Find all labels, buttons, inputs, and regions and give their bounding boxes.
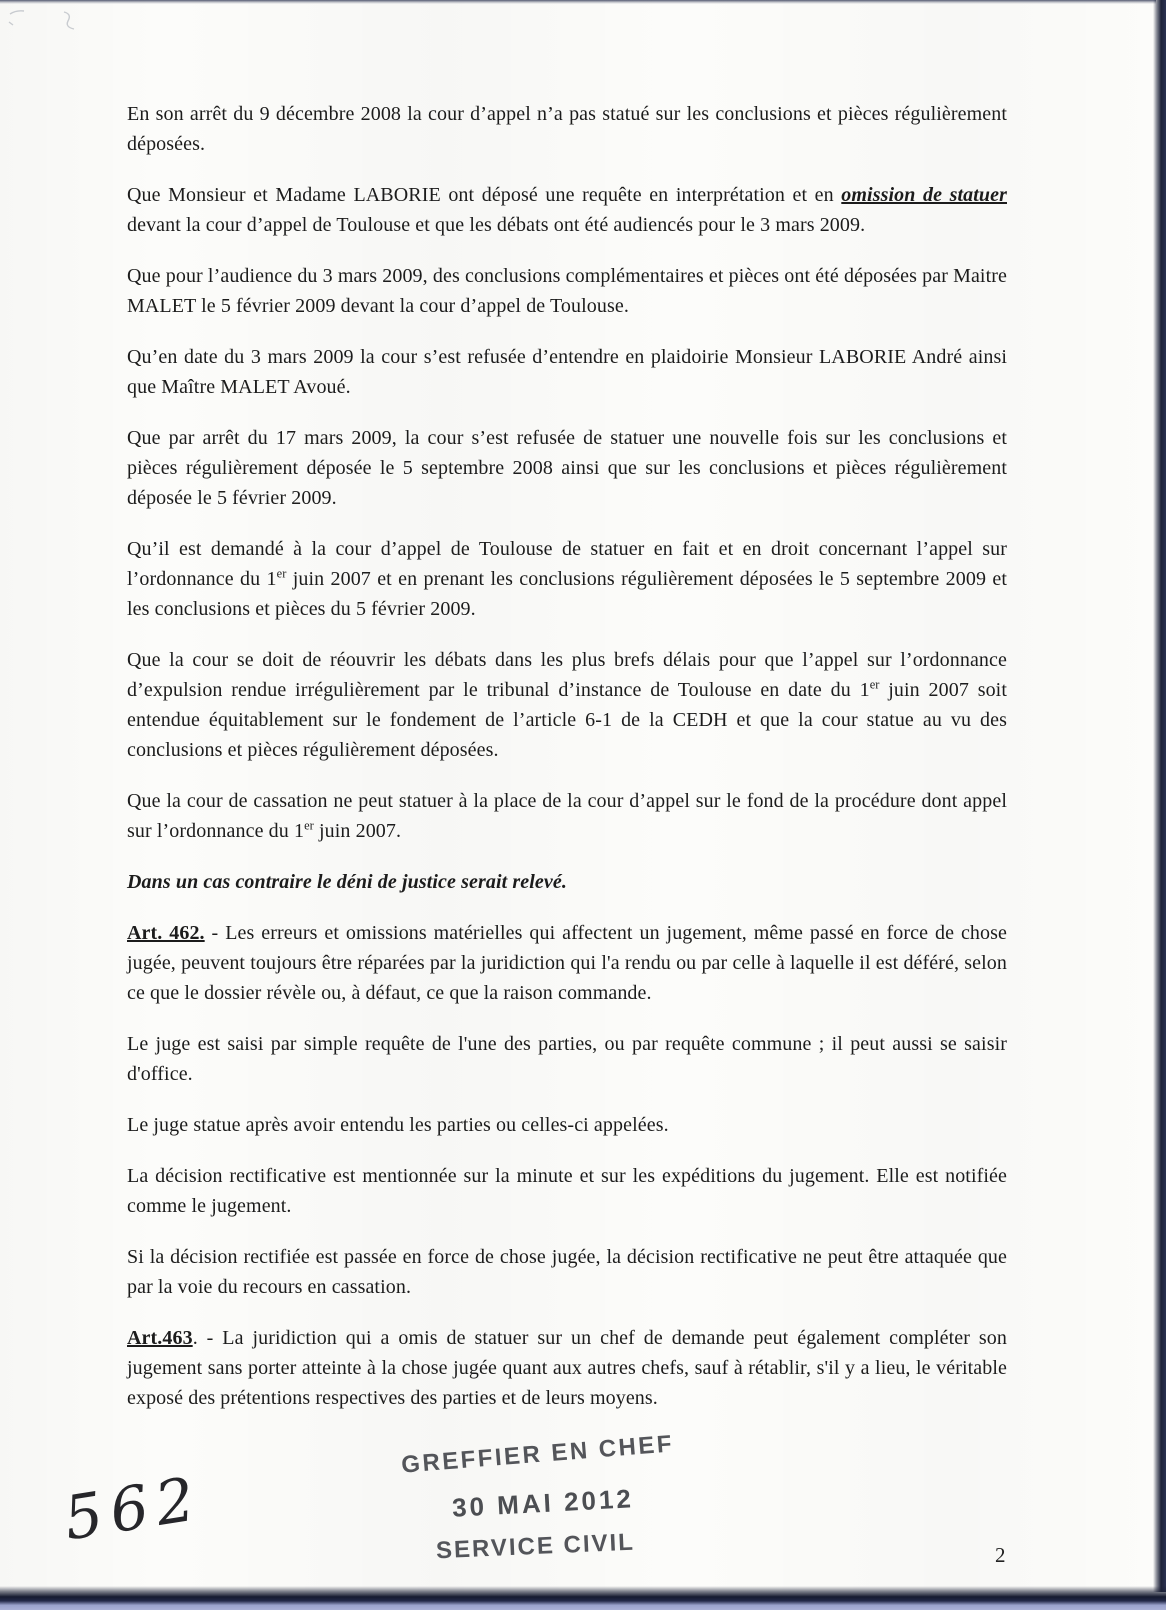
paragraph: [127, 1323, 1007, 1413]
paragraph-segment: Que pour l’audience du 3 mars 2009, des conclusions complémentaires et pièces ont été déposées par Maitre MALET le 5 février 2009 devant la cour d’appel de Toulouse.: [127, 265, 1007, 317]
paragraph: [127, 99, 1007, 159]
paragraph-segment: er: [276, 566, 287, 581]
paragraph-segment: juin 2007.: [313, 820, 402, 842]
paragraph-segment: La décision rectificative est mentionnée sur la minute et sur les expéditions du jugement. Elle est notifiée comme le jugement.: [127, 1165, 1007, 1217]
stamp-service-line: SERVICE CIVIL: [435, 1528, 636, 1565]
frame-top-edge: [0, 0, 1156, 4]
paragraph-segment: Que par arrêt du 17 mars 2009, la cour s’est refusée de statuer une nouvelle fois sur les conclusions et pièces régulièrement déposée le 5 septembre 2008 ainsi que sur les conclusions et pièces régulièrement déposée le 5 février 2009.: [127, 427, 1007, 509]
paragraph-segment: Art.463: [127, 1327, 193, 1349]
paragraph-segment: Le juge statue après avoir entendu les parties ou celles-ci appelées.: [127, 1114, 669, 1136]
paragraph-segment: . - La juridiction qui a omis de statuer sur un chef de demande peut également compléter son jugement sans porter atteinte à la chose jugée quant aux autres chefs, sauf à rétablir, s'il y a lieu, le véritable exposé des prétentions respectives des parties et de leurs moyens.: [127, 1327, 1007, 1409]
paragraph-segment: - Les erreurs et omissions matérielles qui affectent un jugement, même passé en force de chose jugée, peuvent toujours être réparées par la juridiction qui l'a rendu ou par celle à laquelle il est déféré, selon ce que le dossier révèle ou, à défaut, ce que la raison commande.: [127, 922, 1007, 1004]
paragraph-segment: Que la cour se doit de réouvrir les débats dans les plus brefs délais pour que l’appel sur l’ordonnance d’expulsion rendue irrégulièrement par le tribunal d’instance de Toulouse en date du 1: [127, 649, 1007, 701]
paragraph-segment: Dans un cas contraire le déni de justice serait relevé.: [127, 871, 567, 893]
paragraph-segment: Si la décision rectifiée est passée en force de chose jugée, la décision rectificative ne peut être attaquée que par la voie du recours en cassation.: [127, 1246, 1007, 1298]
paragraph: [127, 180, 1007, 240]
frame-right-edge: [1153, 0, 1166, 1592]
paragraph: [127, 867, 1007, 897]
paragraph: [127, 786, 1007, 846]
paragraph: [127, 918, 1007, 1008]
paragraph: [127, 1029, 1007, 1089]
paragraph-segment: Art. 462.: [127, 922, 205, 944]
paragraph: [127, 342, 1007, 402]
paragraph: [127, 261, 1007, 321]
stamp-role-line: GREFFIER EN CHEF: [400, 1430, 675, 1479]
stamp-date-line: 30 MAI 2012: [451, 1483, 635, 1523]
paragraph: [127, 645, 1007, 765]
paragraph-segment: juin 2007 soit entendue équitablement sur le fondement de l’article 6-1 de la CEDH et que la cour statue au vu des conclusions et pièces régulièrement déposées.: [127, 679, 1007, 761]
frame-bottom-edge: [0, 1586, 1166, 1610]
paragraph: [127, 423, 1007, 513]
paragraph-segment: Qu’il est demandé à la cour d’appel de Toulouse de statuer en fait et en droit concernant l’appel sur l’ordonnance du 1: [127, 538, 1007, 590]
paragraph-segment: er: [304, 818, 314, 833]
scan-artifact-marks: [6, 6, 106, 38]
paragraph-segment: omission de statuer: [841, 184, 1007, 206]
paragraph-segment: Que la cour de cassation ne peut statuer à la place de la cour d’appel sur le fond de la procédure dont appel sur l’ordonnance du 1: [127, 790, 1007, 842]
paragraph-segment: juin 2007 et en prenant les conclusions régulièrement déposées le 5 septembre 2009 et les conclusions et pièces du 5 février 2009.: [127, 568, 1007, 620]
paragraph-segment: Le juge est saisi par simple requête de l'une des parties, ou par requête commune ; il peut aussi se saisir d'office.: [127, 1033, 1007, 1085]
paragraph: [127, 1110, 1007, 1140]
handwritten-folio-number: 562: [59, 1463, 208, 1555]
paragraph-segment: er: [869, 677, 880, 692]
paragraph: [127, 1161, 1007, 1221]
paragraph-segment: Qu’en date du 3 mars 2009 la cour s’est refusée d’entendre en plaidoirie Monsieur LABORIE André ainsi que Maître MALET Avoué.: [127, 346, 1007, 398]
document-body: [127, 99, 1007, 1434]
page-number: 2: [995, 1543, 1006, 1567]
paragraph-segment: Que Monsieur et Madame LABORIE ont déposé une requête en interprétation et en: [127, 184, 842, 206]
paragraph-segment: En son arrêt du 9 décembre 2008 la cour d’appel n’a pas statué sur les conclusions et pièces régulièrement déposées.: [127, 103, 1007, 155]
paragraph: [127, 534, 1007, 624]
paragraph: [127, 1242, 1007, 1302]
paragraph-segment: devant la cour d’appel de Toulouse et que les débats ont été audiencés pour le 3 mars 2009.: [127, 214, 866, 236]
